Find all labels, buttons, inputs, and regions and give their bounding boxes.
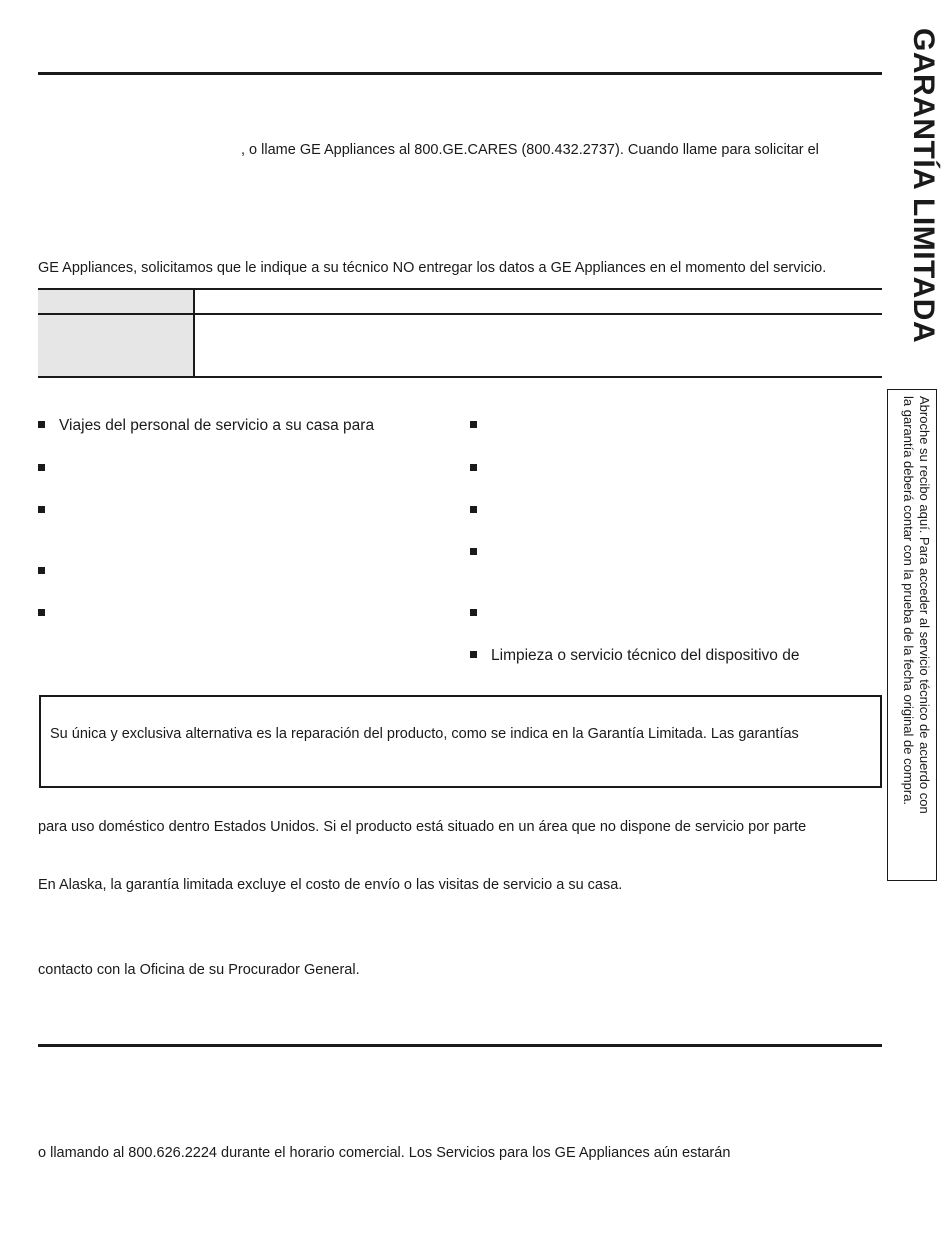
bullet-icon [38,464,45,471]
bottom-rule [38,1044,882,1047]
receipt-note-line2: la garantía deberá contar con la prueba de la fecha original de compra. [901,396,916,806]
bullet-icon [470,464,477,471]
bullet-icon [470,421,477,428]
bullet-icon [470,609,477,616]
coverage-alaska-line: En Alaska, la garantía limitada excluye el costo de envío o las visitas de servicio a su casa. [38,877,623,893]
list-item: Viajes del personal de servicio a su casa para [38,417,374,435]
receipt-note-box [887,389,937,881]
list-item [470,502,491,520]
remedy-box [39,695,882,788]
top-rule [38,72,882,75]
table-mid-rule [38,313,882,315]
call-line: , o llame GE Appliances al 800.GE.CARES (800.432.2737). Cuando llame para solicitar el [241,142,819,158]
list-item [470,544,491,562]
bullet-icon [38,567,45,574]
bullet-icon [470,651,477,658]
bullet-icon [38,609,45,616]
bullet-icon [470,506,477,513]
data-line: GE Appliances, solicitamos que le indique a su técnico NO entregar los datos a GE Appliances en el momento del servicio. [38,260,827,276]
table-bottom-rule [38,376,882,378]
list-item [38,460,59,478]
extended-phone-line: o llamando al 800.626.2224 durante el horario comercial. Los Servicios para los GE Appliances aún estarán [38,1145,731,1161]
table-divider [193,288,195,377]
list-item [470,460,491,478]
remedy-text: Su única y exclusiva alternativa es la reparación del producto, como se indica en la Garantía Limitada. Las garantías [50,726,799,742]
coverage-attorney-line: contacto con la Oficina de su Procurador General. [38,962,360,978]
side-title [900,28,940,373]
list-item: Limpieza o servicio técnico del dispositivo de [470,647,799,665]
table-body-cell [38,314,193,376]
coverage-us-line: para uso doméstico dentro Estados Unidos. Si el producto está situado en un área que no dispone de servicio por parte [38,819,807,835]
receipt-note [900,396,932,876]
bullet-icon [38,421,45,428]
list-item [38,502,59,520]
list-item [38,605,59,623]
table-header-cell [38,289,193,313]
receipt-note-line1: Abroche su recibo aquí. Para acceder al servicio técnico de acuerdo con [917,396,932,814]
bullet-icon [38,506,45,513]
bullet-icon [470,548,477,555]
list-item [470,417,491,435]
side-title-text: GARANTÍA LIMITADA [907,28,940,344]
list-item [470,605,491,623]
table-top-rule [38,288,882,290]
list-item [38,563,59,581]
